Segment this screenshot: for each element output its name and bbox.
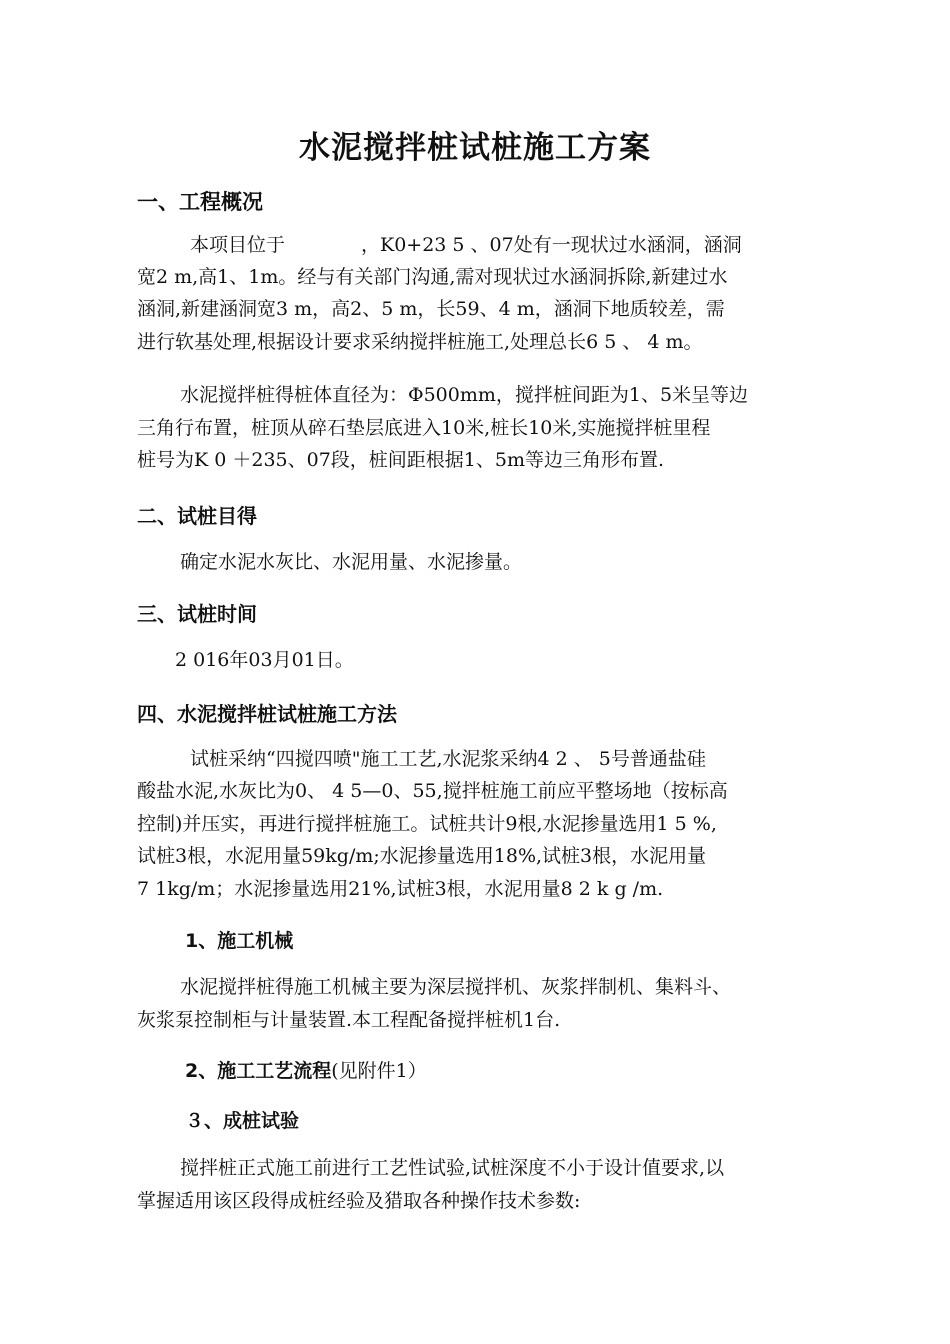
paragraph-line: 三角行布置，桩顶从碎石垫层底进入10米,桩长10米,实施搅拌桩里程 xyxy=(137,417,711,439)
paragraph-line: 进行软基处理,根据设计要求采纳搅拌桩施工,处理总长6 5 、 4 m。 xyxy=(137,331,703,353)
subsection-heading-machinery: 1、施工机械 xyxy=(185,930,294,952)
subsection-heading-trial: ３、成桩试验 xyxy=(185,1110,300,1132)
section-heading-overview: 一、工程概况 xyxy=(137,190,263,214)
paragraph-line: 灰浆泵控制柜与计量装置.本工程配备搅拌桩机1台. xyxy=(137,1009,561,1031)
paragraph-line: 涵洞,新建涵洞宽3 m，高2、5 m，长59、4 m，涵洞下地质较差，需 xyxy=(137,298,725,320)
paragraph-line: 确定水泥水灰比、水泥用量、水泥掺量。 xyxy=(180,551,523,573)
paragraph-line: 宽2 m,高1、1m。经与有关部门沟通,需对现状过水涵洞拆除,新建过水 xyxy=(137,266,728,288)
document-title: 水泥搅拌桩试桩施工方案 xyxy=(299,130,651,166)
paragraph-line: 2 016年03月01日。 xyxy=(175,649,354,671)
subsection-heading-process xyxy=(185,1056,427,1083)
section-heading-method: 四、水泥搅拌桩试桩施工方法 xyxy=(137,702,397,726)
paragraph-line: 水泥搅拌桩得桩体直径为：Φ500mm，搅拌桩间距为1、5米呈等边 xyxy=(180,384,749,406)
paragraph-line: 7 1kg/m；水泥掺量选用21%,试桩3根，水泥用量8 2 k g /m. xyxy=(137,878,664,900)
paragraph-line: 试桩3根，水泥用量59kg/m;水泥掺量选用18%,试桩3根，水泥用量 xyxy=(137,845,707,867)
paragraph-line: 控制)并压实，再进行搅拌桩施工。试桩共计9根,水泥掺量选用1 5 %, xyxy=(137,813,717,835)
paragraph-line: 掌握适用该区段得成桩经验及猎取各种操作技术参数: xyxy=(137,1190,581,1212)
paragraph-line: 酸盐水泥,水灰比为0、 4 5—0、55,搅拌桩施工前应平整场地（按标高 xyxy=(137,780,728,802)
section-heading-purpose: 二、试桩目得 xyxy=(137,504,257,528)
paragraph-line: 桩号为K 0 ＋235、07段，桩间距根据1、5m等边三角形布置. xyxy=(137,449,665,471)
attachment-note: (见附件1） xyxy=(331,1060,427,1082)
section-heading-time: 三、试桩时间 xyxy=(137,602,257,626)
paragraph-line: 水泥搅拌桩得施工机械主要为深层搅拌机、灰浆拌制机、集料斗、 xyxy=(180,976,732,998)
paragraph-line: 本项目位于 ，K0+23 5 、07处有一现状过水涵洞，涵洞 xyxy=(190,234,742,256)
subsection-heading-text: 2、施工工艺流程 xyxy=(185,1060,332,1082)
paragraph-line: 试桩采纳“四搅四喷"施工工艺,水泥浆采纳4 2 、 5号普通盐硅 xyxy=(190,748,706,770)
paragraph-line: 搅拌桩正式施工前进行工艺性试验,试桩深度不小于设计值要求,以 xyxy=(180,1157,725,1179)
